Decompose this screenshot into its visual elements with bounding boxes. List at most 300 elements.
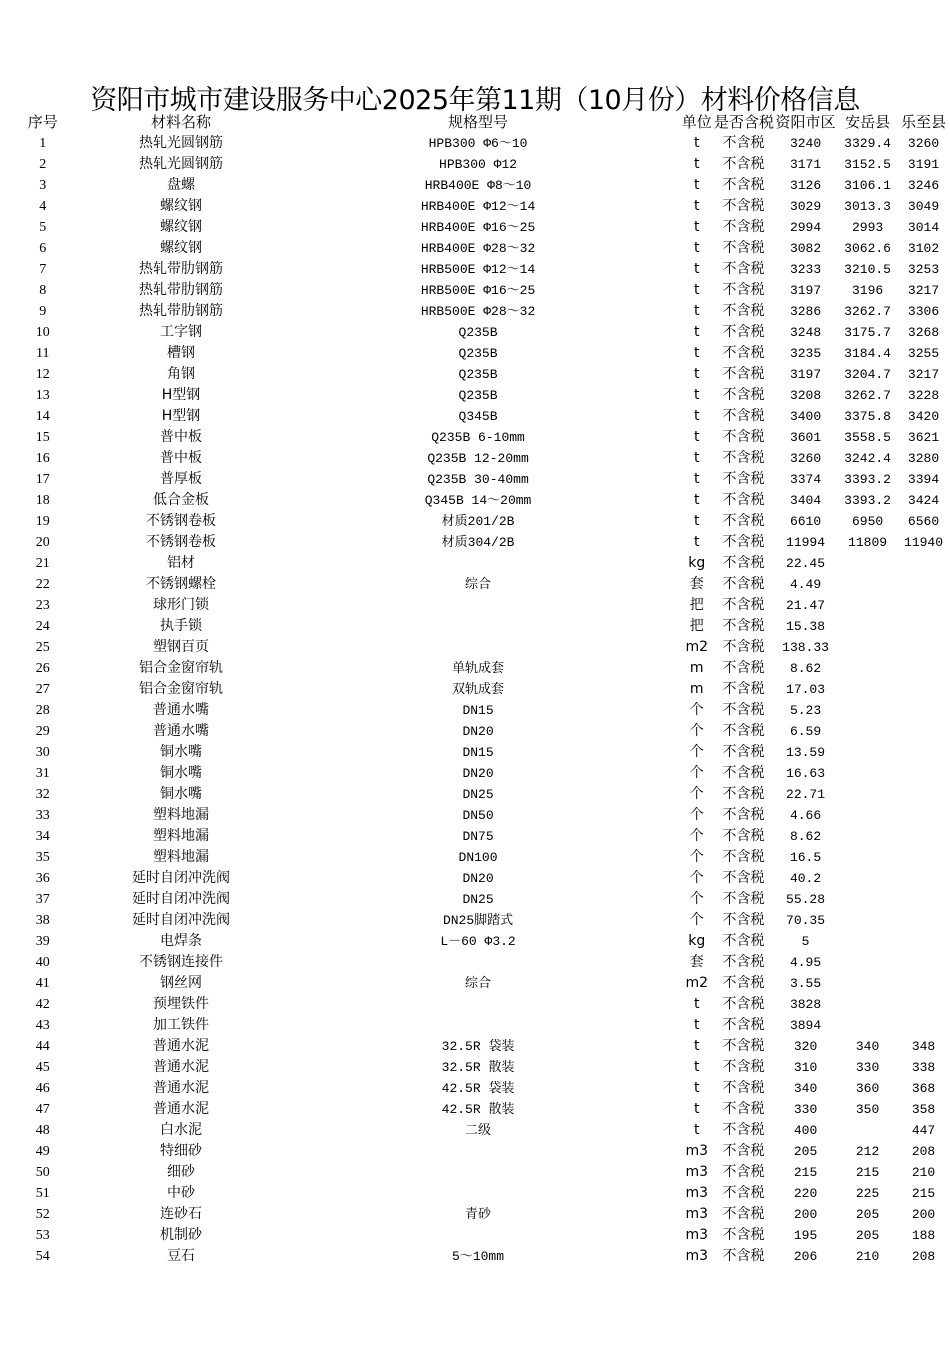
- price-anyue-cell: [838, 847, 897, 868]
- unit-cell: 个: [689, 744, 704, 760]
- price-ziyang-cell: 3126: [789, 178, 822, 193]
- row-index-cell: 13: [35, 388, 50, 403]
- row-index-cell: 31: [35, 766, 50, 781]
- unit-cell: 把: [689, 618, 704, 634]
- tax-status-cell: 不含税: [722, 324, 765, 340]
- price-anyue-cell: [838, 910, 897, 931]
- price-lezhi-cell: 208: [911, 1249, 936, 1264]
- price-ziyang-cell: 3197: [789, 283, 822, 298]
- table-row: [0, 280, 950, 301]
- row-index-cell: 12: [35, 367, 50, 382]
- material-name-cell: 普中板: [160, 450, 203, 466]
- row-index-cell: 38: [35, 913, 50, 928]
- price-anyue-cell: 3152.5: [844, 157, 891, 172]
- tax-status-cell: 不含税: [722, 1164, 765, 1180]
- spec-cell: 42.5R 散装: [441, 1102, 515, 1117]
- unit-cell: t: [693, 240, 700, 256]
- spec-cell: DN50: [462, 808, 494, 823]
- tax-status-cell: 不含税: [722, 597, 765, 613]
- tax-status-cell: 不含税: [722, 912, 765, 928]
- unit-cell: t: [693, 261, 700, 277]
- tax-status-cell: 不含税: [722, 954, 765, 970]
- tax-status-cell: 不含税: [722, 492, 765, 508]
- spec-cell: DN25: [462, 892, 494, 907]
- unit-cell: t: [693, 198, 700, 214]
- table-row: [0, 238, 950, 259]
- unit-cell: 套: [689, 576, 704, 592]
- header-anyue: 安岳县: [845, 113, 891, 131]
- price-anyue-cell: 2993: [851, 220, 884, 235]
- table-row: [0, 889, 950, 910]
- price-anyue-cell: [838, 700, 897, 721]
- unit-cell: t: [693, 282, 700, 298]
- spec-cell: DN15: [462, 703, 494, 718]
- spec-cell: [277, 595, 680, 616]
- tax-status-cell: 不含税: [722, 534, 765, 550]
- tax-status-cell: 不含税: [722, 933, 765, 949]
- row-index-cell: 34: [35, 829, 50, 844]
- row-index-cell: 32: [35, 787, 50, 802]
- price-lezhi-cell: [897, 910, 950, 931]
- price-lezhi-cell: 3049: [907, 199, 940, 214]
- price-ziyang-cell: 195: [793, 1228, 818, 1243]
- spec-cell: [277, 637, 680, 658]
- spec-cell: 单轨成套: [452, 661, 505, 676]
- price-anyue-cell: 3558.5: [844, 430, 891, 445]
- price-anyue-cell: 350: [855, 1102, 880, 1117]
- price-anyue-cell: 360: [855, 1081, 880, 1096]
- price-ziyang-cell: 3260: [789, 451, 822, 466]
- unit-cell: m: [689, 660, 704, 676]
- price-ziyang-cell: 4.49: [789, 577, 822, 592]
- price-lezhi-cell: 368: [911, 1081, 936, 1096]
- price-lezhi-cell: [897, 763, 950, 784]
- tax-status-cell: 不含税: [722, 429, 765, 445]
- material-name-cell: 铝材: [167, 555, 196, 571]
- price-lezhi-cell: [897, 826, 950, 847]
- table-row: [0, 1162, 950, 1183]
- table-row: [0, 826, 950, 847]
- price-lezhi-cell: [897, 742, 950, 763]
- price-lezhi-cell: 3394: [907, 472, 940, 487]
- material-name-cell: 普通水泥: [153, 1080, 210, 1096]
- price-lezhi-cell: [897, 847, 950, 868]
- unit-cell: t: [693, 1038, 700, 1054]
- unit-cell: 个: [689, 765, 704, 781]
- unit-cell: t: [693, 1101, 700, 1117]
- price-lezhi-cell: 210: [911, 1165, 936, 1180]
- tax-status-cell: 不含税: [722, 408, 765, 424]
- row-index-cell: 8: [39, 283, 47, 298]
- row-index-cell: 49: [35, 1144, 50, 1159]
- tax-status-cell: 不含税: [722, 219, 765, 235]
- tax-status-cell: 不含税: [722, 366, 765, 382]
- spec-cell: DN25脚踏式: [442, 913, 514, 928]
- material-name-cell: 螺纹钢: [160, 198, 203, 214]
- price-anyue-cell: 205: [855, 1228, 880, 1243]
- spec-cell: HRB400E Φ8～10: [424, 178, 532, 193]
- price-lezhi-cell: [897, 784, 950, 805]
- price-ziyang-cell: 70.35: [786, 913, 826, 928]
- row-index-cell: 43: [35, 1018, 50, 1033]
- price-ziyang-cell: 15.38: [786, 619, 826, 634]
- price-lezhi-cell: [897, 616, 950, 637]
- row-index-cell: 18: [35, 493, 50, 508]
- table-row: [0, 784, 950, 805]
- price-anyue-cell: 6950: [851, 514, 884, 529]
- price-ziyang-cell: 4.95: [789, 955, 822, 970]
- table-row: [0, 868, 950, 889]
- material-name-cell: 热轧带肋钢筋: [139, 282, 224, 298]
- table-row: [0, 1246, 950, 1267]
- spec-cell: 材质201/2B: [441, 514, 515, 529]
- row-index-cell: 24: [35, 619, 50, 634]
- unit-cell: kg: [688, 933, 706, 949]
- table-row: [0, 322, 950, 343]
- price-ziyang-cell: 3.55: [789, 976, 822, 991]
- tax-status-cell: 不含税: [722, 891, 765, 907]
- row-index-cell: 30: [35, 745, 50, 760]
- tax-status-cell: 不含税: [722, 765, 765, 781]
- price-anyue-cell: [838, 889, 897, 910]
- spec-cell: [277, 994, 680, 1015]
- unit-cell: t: [693, 1122, 700, 1138]
- material-name-cell: 特细砂: [160, 1143, 203, 1159]
- price-ziyang-cell: 3208: [789, 388, 822, 403]
- material-name-cell: 延时自闭冲洗阀: [132, 912, 231, 928]
- material-name-cell: 不锈钢螺栓: [146, 576, 217, 592]
- row-index-cell: 11: [35, 346, 50, 361]
- price-lezhi-cell: [897, 721, 950, 742]
- material-name-cell: 低合金板: [153, 492, 210, 508]
- table-row: [0, 301, 950, 322]
- material-name-cell: 延时自闭冲洗阀: [132, 891, 231, 907]
- price-anyue-cell: [838, 1120, 897, 1141]
- price-lezhi-cell: [897, 700, 950, 721]
- price-ziyang-cell: 205: [793, 1144, 818, 1159]
- price-anyue-cell: 3329.4: [844, 136, 891, 151]
- price-ziyang-cell: 3374: [789, 472, 822, 487]
- price-ziyang-cell: 5: [801, 934, 810, 949]
- table-row: [0, 805, 950, 826]
- spec-cell: DN20: [462, 871, 494, 886]
- material-name-cell: 钢丝网: [160, 975, 203, 991]
- material-name-cell: 普中板: [160, 429, 203, 445]
- price-ziyang-cell: 3233: [789, 262, 822, 277]
- table-row: [0, 259, 950, 280]
- unit-cell: m3: [685, 1206, 708, 1222]
- tax-status-cell: 不含税: [722, 1080, 765, 1096]
- price-lezhi-cell: [897, 574, 950, 595]
- material-name-cell: 机制砂: [160, 1227, 203, 1243]
- unit-cell: m2: [685, 639, 708, 655]
- price-lezhi-cell: 3260: [907, 136, 940, 151]
- price-lezhi-cell: [897, 658, 950, 679]
- unit-cell: m3: [685, 1227, 708, 1243]
- tax-status-cell: 不含税: [722, 1059, 765, 1075]
- table-row: [0, 511, 950, 532]
- price-ziyang-cell: 310: [793, 1060, 818, 1075]
- price-lezhi-cell: 3246: [907, 178, 940, 193]
- unit-cell: m2: [685, 975, 708, 991]
- price-anyue-cell: [838, 973, 897, 994]
- row-index-cell: 21: [35, 556, 50, 571]
- table-row: [0, 847, 950, 868]
- price-lezhi-cell: 11940: [904, 535, 944, 550]
- price-lezhi-cell: [897, 553, 950, 574]
- row-index-cell: 3: [39, 178, 47, 193]
- spec-cell: [277, 1141, 680, 1162]
- table-row: [0, 742, 950, 763]
- unit-cell: t: [693, 450, 700, 466]
- price-ziyang-cell: 3894: [789, 1018, 822, 1033]
- material-name-cell: 螺纹钢: [160, 240, 203, 256]
- header-lezhi: 乐至县: [901, 113, 947, 131]
- tax-status-cell: 不含税: [722, 345, 765, 361]
- price-anyue-cell: [838, 595, 897, 616]
- tax-status-cell: 不含税: [722, 387, 765, 403]
- price-anyue-cell: 215: [855, 1165, 880, 1180]
- price-anyue-cell: [838, 763, 897, 784]
- price-lezhi-cell: 3255: [907, 346, 940, 361]
- price-anyue-cell: 3242.4: [844, 451, 891, 466]
- price-anyue-cell: 3393.2: [844, 472, 891, 487]
- unit-cell: t: [693, 1080, 700, 1096]
- row-index-cell: 27: [35, 682, 50, 697]
- table-row: [0, 196, 950, 217]
- price-anyue-cell: 3375.8: [844, 409, 891, 424]
- material-name-cell: H型钢: [161, 387, 201, 403]
- unit-cell: t: [693, 471, 700, 487]
- price-ziyang-cell: 8.62: [789, 661, 822, 676]
- header-unit: 单位: [681, 113, 712, 131]
- spec-cell: 综合: [465, 976, 492, 991]
- row-index-cell: 51: [35, 1186, 50, 1201]
- row-index-cell: 39: [35, 934, 50, 949]
- price-anyue-cell: 210: [855, 1249, 880, 1264]
- table-row: [0, 1225, 950, 1246]
- row-index-cell: 20: [35, 535, 50, 550]
- price-anyue-cell: 212: [855, 1144, 880, 1159]
- spec-cell: DN20: [462, 766, 494, 781]
- price-lezhi-cell: 447: [911, 1123, 936, 1138]
- material-name-cell: 延时自闭冲洗阀: [132, 870, 231, 886]
- spec-cell: Q235B 12-20mm: [427, 451, 529, 466]
- spec-cell: L－60 Φ3.2: [440, 934, 516, 949]
- material-name-cell: 中砂: [167, 1185, 196, 1201]
- price-lezhi-cell: 3621: [907, 430, 940, 445]
- spec-cell: Q235B: [458, 346, 498, 361]
- price-ziyang-cell: 3404: [789, 493, 822, 508]
- unit-cell: t: [693, 387, 700, 403]
- price-anyue-cell: 3106.1: [844, 178, 891, 193]
- tax-status-cell: 不含税: [722, 1017, 765, 1033]
- material-name-cell: 电焊条: [160, 933, 203, 949]
- spec-cell: HRB500E Φ16～25: [420, 283, 536, 298]
- tax-status-cell: 不含税: [722, 471, 765, 487]
- material-name-cell: 螺纹钢: [160, 219, 203, 235]
- price-ziyang-cell: 21.47: [786, 598, 826, 613]
- price-anyue-cell: [838, 952, 897, 973]
- price-anyue-cell: 3393.2: [844, 493, 891, 508]
- price-anyue-cell: 3062.6: [844, 241, 891, 256]
- spec-cell: 32.5R 散装: [441, 1060, 515, 1075]
- row-index-cell: 54: [35, 1249, 50, 1264]
- row-index-cell: 6: [39, 241, 47, 256]
- price-anyue-cell: [838, 931, 897, 952]
- spec-cell: 42.5R 袋装: [441, 1081, 515, 1096]
- price-anyue-cell: [838, 826, 897, 847]
- table-row: [0, 448, 950, 469]
- tax-status-cell: 不含税: [722, 198, 765, 214]
- spec-cell: [277, 1183, 680, 1204]
- price-anyue-cell: 3262.7: [844, 304, 891, 319]
- tax-status-cell: 不含税: [722, 1101, 765, 1117]
- price-lezhi-cell: 358: [911, 1102, 936, 1117]
- spec-cell: Q235B: [458, 367, 498, 382]
- unit-cell: 个: [689, 828, 704, 844]
- price-ziyang-cell: 3029: [789, 199, 822, 214]
- material-name-cell: 不锈钢卷板: [146, 513, 217, 529]
- row-index-cell: 10: [35, 325, 50, 340]
- spec-cell: 青砂: [465, 1207, 492, 1222]
- row-index-cell: 45: [35, 1060, 50, 1075]
- material-name-cell: 槽钢: [167, 345, 196, 361]
- unit-cell: t: [693, 366, 700, 382]
- unit-cell: 个: [689, 786, 704, 802]
- table-row: [0, 595, 950, 616]
- material-name-cell: 白水泥: [160, 1122, 203, 1138]
- tax-status-cell: 不含税: [722, 156, 765, 172]
- table-row: [0, 1120, 950, 1141]
- table-row: [0, 532, 950, 553]
- material-name-cell: 铜水嘴: [160, 765, 203, 781]
- price-ziyang-cell: 5.23: [789, 703, 822, 718]
- table-row: [0, 994, 950, 1015]
- row-index-cell: 36: [35, 871, 50, 886]
- price-ziyang-cell: 6.59: [789, 724, 822, 739]
- unit-cell: 个: [689, 912, 704, 928]
- price-anyue-cell: [838, 805, 897, 826]
- unit-cell: t: [693, 492, 700, 508]
- price-ziyang-cell: 55.28: [786, 892, 826, 907]
- material-name-cell: 不锈钢卷板: [146, 534, 217, 550]
- table-row: [0, 427, 950, 448]
- table-row: [0, 574, 950, 595]
- price-anyue-cell: [838, 721, 897, 742]
- table-row: [0, 553, 950, 574]
- table-header-row: [0, 112, 950, 133]
- material-name-cell: 塑料地漏: [153, 849, 210, 865]
- row-index-cell: 23: [35, 598, 50, 613]
- unit-cell: t: [693, 324, 700, 340]
- row-index-cell: 52: [35, 1207, 50, 1222]
- tax-status-cell: 不含税: [722, 996, 765, 1012]
- table-row: [0, 1099, 950, 1120]
- spec-cell: HRB500E Φ12～14: [420, 262, 536, 277]
- spec-cell: HRB500E Φ28～32: [420, 304, 536, 319]
- spec-cell: [277, 553, 680, 574]
- table-row: [0, 406, 950, 427]
- tax-status-cell: 不含税: [722, 1248, 765, 1264]
- price-lezhi-cell: [897, 1015, 950, 1036]
- tax-status-cell: 不含税: [722, 849, 765, 865]
- unit-cell: 个: [689, 807, 704, 823]
- material-name-cell: 普通水泥: [153, 1038, 210, 1054]
- unit-cell: t: [693, 996, 700, 1012]
- table-row: [0, 931, 950, 952]
- table-row: [0, 910, 950, 931]
- price-anyue-cell: 330: [855, 1060, 880, 1075]
- price-ziyang-cell: 400: [793, 1123, 818, 1138]
- spec-cell: HRB400E Φ28～32: [420, 241, 536, 256]
- unit-cell: t: [693, 345, 700, 361]
- price-ziyang-cell: 3197: [789, 367, 822, 382]
- row-index-cell: 9: [39, 304, 47, 319]
- row-index-cell: 5: [39, 220, 47, 235]
- row-index-cell: 25: [35, 640, 50, 655]
- table-row: [0, 490, 950, 511]
- tax-status-cell: 不含税: [722, 513, 765, 529]
- price-ziyang-cell: 11994: [786, 535, 826, 550]
- price-lezhi-cell: [897, 595, 950, 616]
- header-material-name: 材料名称: [151, 113, 212, 131]
- tax-status-cell: 不含税: [722, 1038, 765, 1054]
- tax-status-cell: 不含税: [722, 1122, 765, 1138]
- material-name-cell: 连砂石: [160, 1206, 203, 1222]
- tax-status-cell: 不含税: [722, 261, 765, 277]
- row-index-cell: 53: [35, 1228, 50, 1243]
- header-index: 序号: [27, 113, 58, 131]
- price-anyue-cell: 205: [855, 1207, 880, 1222]
- material-name-cell: 铜水嘴: [160, 786, 203, 802]
- table-row: [0, 700, 950, 721]
- material-name-cell: H型钢: [161, 408, 201, 424]
- tax-status-cell: 不含税: [722, 1185, 765, 1201]
- price-anyue-cell: 3204.7: [844, 367, 891, 382]
- tax-status-cell: 不含税: [722, 555, 765, 571]
- material-name-cell: 细砂: [167, 1164, 196, 1180]
- table-row: [0, 217, 950, 238]
- spec-cell: DN25: [462, 787, 494, 802]
- unit-cell: t: [693, 1059, 700, 1075]
- price-anyue-cell: [838, 637, 897, 658]
- price-lezhi-cell: 188: [911, 1228, 936, 1243]
- table-row: [0, 1015, 950, 1036]
- row-index-cell: 48: [35, 1123, 50, 1138]
- table-row: [0, 637, 950, 658]
- unit-cell: t: [693, 303, 700, 319]
- unit-cell: kg: [688, 555, 706, 571]
- material-name-cell: 塑料地漏: [153, 828, 210, 844]
- unit-cell: m3: [685, 1248, 708, 1264]
- row-index-cell: 40: [35, 955, 50, 970]
- material-name-cell: 加工铁件: [153, 1017, 210, 1033]
- tax-status-cell: 不含税: [722, 681, 765, 697]
- price-lezhi-cell: 338: [911, 1060, 936, 1075]
- price-lezhi-cell: 3014: [907, 220, 940, 235]
- price-anyue-cell: [838, 1015, 897, 1036]
- price-lezhi-cell: 3306: [907, 304, 940, 319]
- unit-cell: 个: [689, 849, 704, 865]
- unit-cell: 个: [689, 723, 704, 739]
- price-lezhi-cell: [897, 931, 950, 952]
- spec-cell: [277, 616, 680, 637]
- price-anyue-cell: 3210.5: [844, 262, 891, 277]
- tax-status-cell: 不含税: [722, 870, 765, 886]
- price-lezhi-cell: 3420: [907, 409, 940, 424]
- price-lezhi-cell: 3253: [907, 262, 940, 277]
